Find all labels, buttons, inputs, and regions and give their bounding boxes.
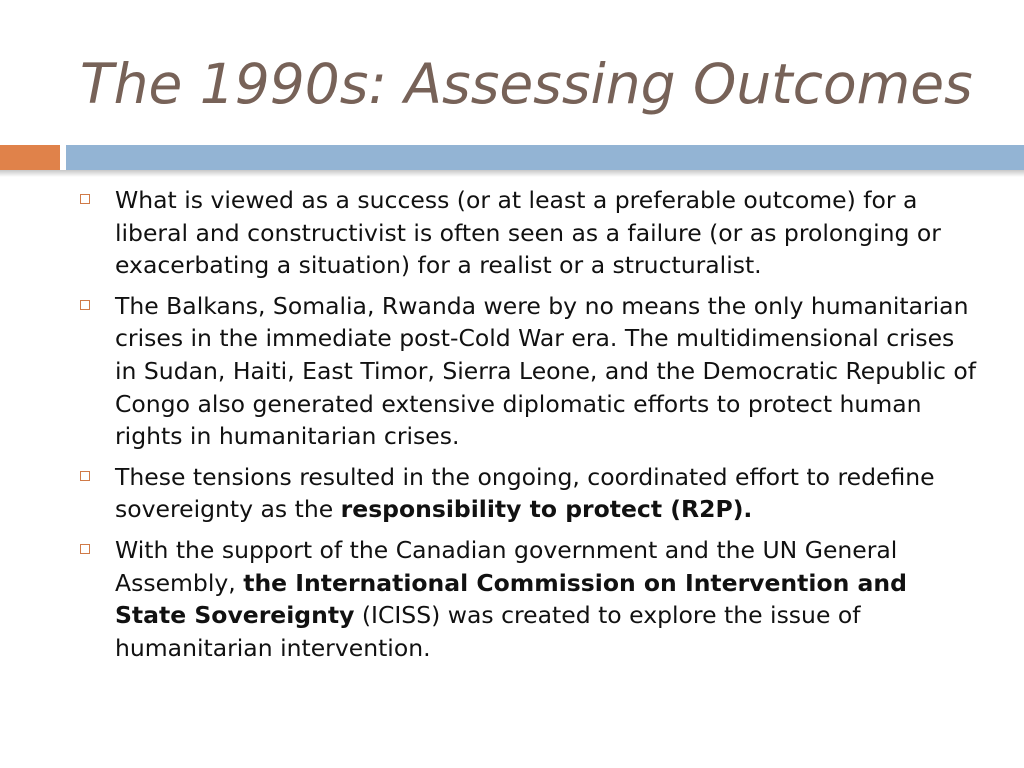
bullet-item [80,290,980,453]
bullet-text: The Balkans, Somalia, Rwanda were by no means the only humanitarian crises in the immediate post-Cold War era. The multidimensional crises in Sudan, Haiti, East Timor, Sierra Leone, and the Democratic Republic of Congo also generated extensive diplomatic efforts to protect human rights in humanitarian crises. [115,291,977,451]
hollow-square-bullet-icon [80,194,90,204]
hollow-square-bullet-icon [80,544,90,554]
bullet-text-plain-after: (ICISS) was created to explore the issue of humanitarian intervention. [115,601,861,662]
bullet-text-plain: With the support of the Canadian government and the UN General Assembly, [115,535,898,597]
bullet-text [115,463,935,524]
bullet-item [80,534,980,664]
hollow-square-bullet-icon [80,471,90,481]
bullet-item [80,461,980,526]
bullet-item [80,184,980,282]
title-rule-orange-accent [0,145,60,170]
bullet-text: What is viewed as a success (or at least a preferable outcome) for a liberal and constructivist is often seen as a failure (or as prolonging or exacerbating a situation) for a realist or a structuralist. [115,186,941,280]
bullet-text-bold: the International Commission on Intervention and State Sovereignty [115,568,907,630]
hollow-square-bullet-icon [80,300,90,310]
bullet-text-plain: These tensions resulted in the ongoing, coordinated effort to redefine sovereignty as the [115,462,935,524]
slide-title: The 1990s: Assessing Outcomes [80,52,973,116]
title-rule-shadow [0,170,1024,177]
bullet-list [80,184,980,672]
bullet-text-bold: responsibility to protect (R2P). [340,495,753,524]
title-rule-blue-bar [66,145,1024,170]
bullet-text [115,536,907,662]
